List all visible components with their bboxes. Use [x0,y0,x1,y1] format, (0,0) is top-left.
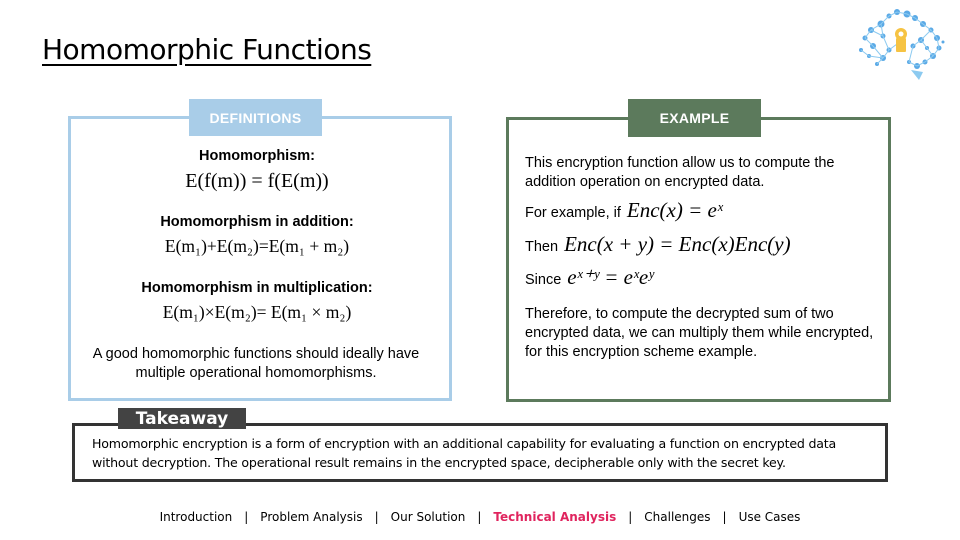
nav-item-challenges[interactable]: Challenges [644,510,711,524]
example-for-example-line [525,198,880,223]
definitions-note: A good homomorphic functions should ideally have multiple operational homomorphisms. [92,346,420,381]
definition-heading: Homomorphism: [199,148,315,164]
section-navigation [0,510,960,524]
nav-item-introduction[interactable]: Introduction [159,510,233,524]
example-for-example-label: For example, if [525,205,621,221]
definition-heading: Homomorphism in addition: [160,214,354,230]
example-then-math: Enc(x + y) = Enc(x)Enc(y) [564,232,791,256]
definition-formula: E(f(m)) = f(E(m)) [185,170,329,192]
takeaway-tab: Takeaway [118,408,246,429]
example-since-line [525,265,880,290]
example-tab: EXAMPLE [628,99,761,137]
nav-item-use-cases[interactable]: Use Cases [738,510,801,524]
brain-network-lock-icon [853,6,948,84]
definition-formula: E(m₁)+E(m₂)=E(m₁ + m₂) [164,236,350,256]
example-since-math: eˣ⁺ʸ = eˣeʸ [567,265,654,289]
example-intro: This encryption function allow us to compute the addition operation on encrypted data. [525,155,835,190]
example-for-example-math: Enc(x) = eˣ [626,198,723,222]
definition-heading: Homomorphism in multiplication: [141,280,373,296]
example-then-label: Then [525,239,559,255]
definitions-tab: DEFINITIONS [189,99,322,136]
slide-title: Homomorphic Functions [42,33,372,66]
nav-separator: | [244,510,249,524]
example-since-label: Since [525,272,562,288]
nav-separator: | [722,510,727,524]
takeaway-text: Homomorphic encryption is a form of encryption with an additional capability for evaluating a function on encrypted data without decryption. The operational result remains in the encrypted space, decipherable only with the secret key. [92,436,837,470]
nav-separator: | [374,510,379,524]
nav-item-problem-analysis[interactable]: Problem Analysis [260,510,363,524]
example-conclusion: Therefore, to compute the decrypted sum of two encrypted data, we can multiply them while encrypted, for this encryption scheme example. [525,306,874,360]
nav-item-technical-analysis[interactable]: Technical Analysis [493,510,617,524]
example-then-line [525,232,880,257]
definition-formula: E(m₁)×E(m₂)= E(m₁ × m₂) [162,302,352,322]
nav-separator: | [477,510,482,524]
nav-separator: | [628,510,633,524]
nav-item-our-solution[interactable]: Our Solution [390,510,466,524]
